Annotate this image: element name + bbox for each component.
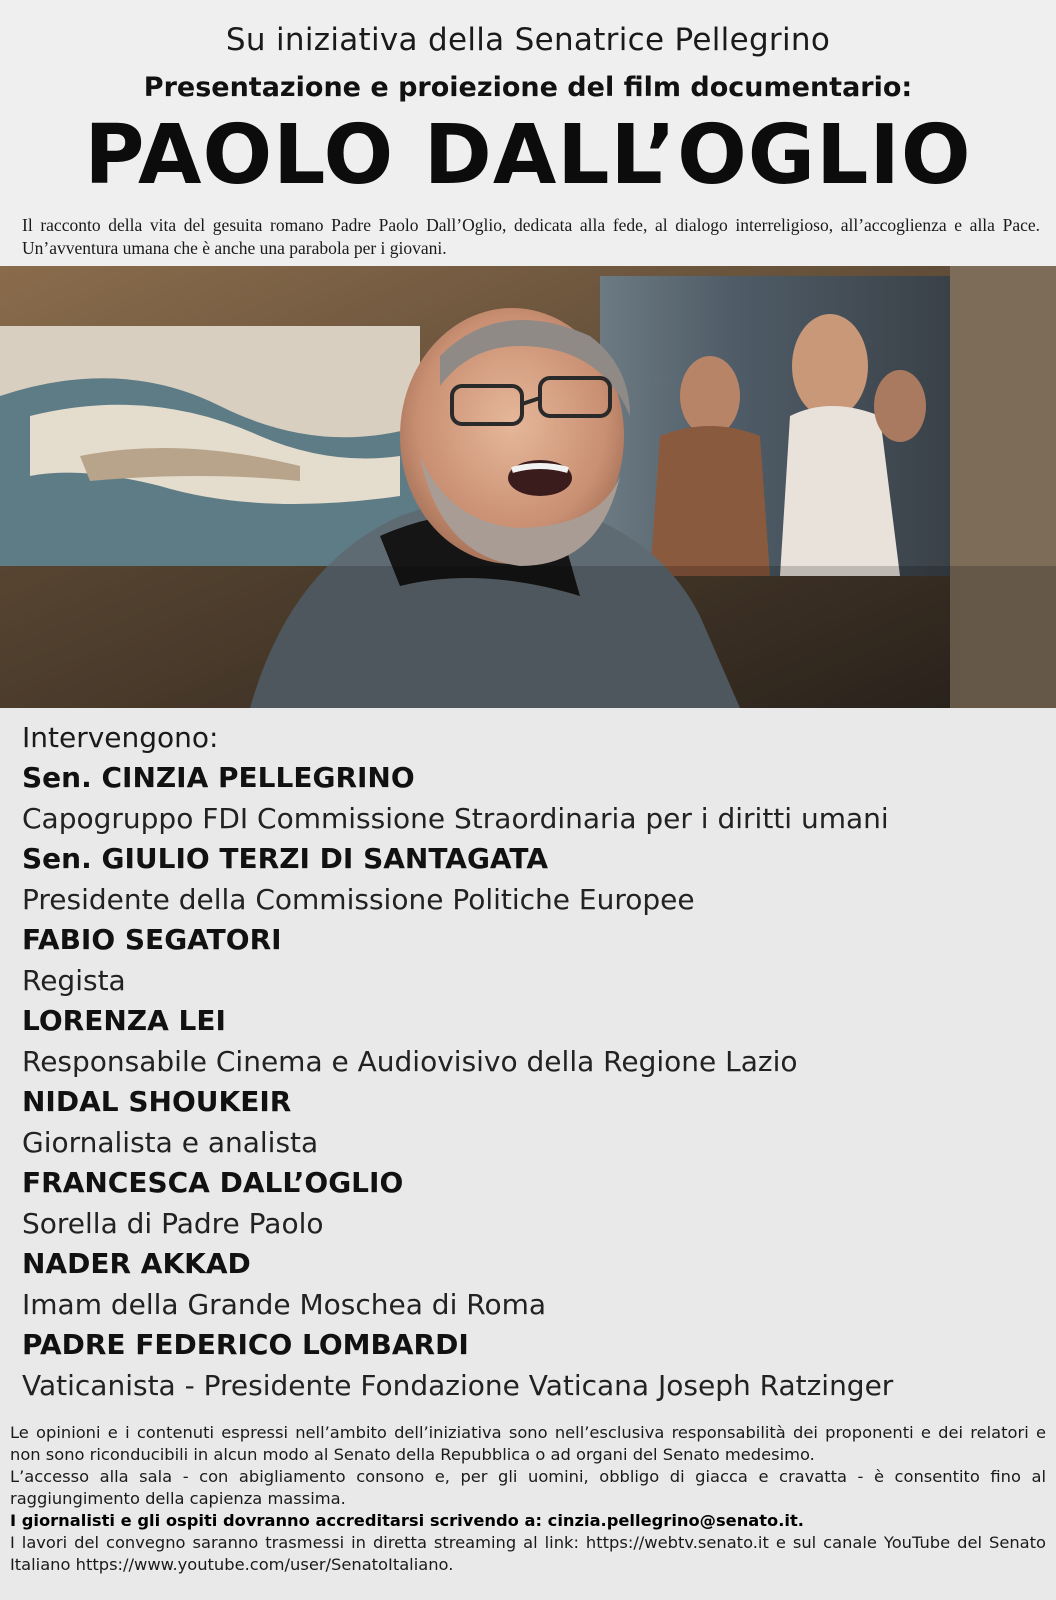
speaker-name: PADRE FEDERICO LOMBARDI: [22, 1328, 469, 1361]
speakers-heading: Intervengono:: [22, 721, 219, 754]
speaker-name: Sen. CINZIA PELLEGRINO: [22, 761, 415, 794]
speaker-name: LORENZA LEI: [22, 1004, 226, 1037]
portrait-illustration: [0, 266, 1056, 708]
speaker-name: NIDAL SHOUKEIR: [22, 1085, 292, 1118]
header-section: [0, 0, 1056, 266]
event-subtitle: Presentazione e proiezione del film documentario:: [143, 72, 913, 103]
speaker-role: Responsabile Cinema e Audiovisivo della Regione Lazio: [22, 1045, 798, 1078]
speaker-role: Giornalista e analista: [22, 1126, 319, 1159]
speaker-role: Vaticanista - Presidente Fondazione Vaticana Joseph Ratzinger: [22, 1369, 894, 1402]
speaker-role: Sorella di Padre Paolo: [22, 1207, 324, 1240]
speaker-role: Presidente della Commissione Politiche Europee: [22, 883, 695, 916]
access-text: L’accesso alla sala - con abigliamento consono e, per gli uomini, obbligo di giacca e cravatta - è consentito fino al raggiungimento della capienza massima.: [10, 1467, 1046, 1508]
speaker-name: Sen. GIULIO TERZI DI SANTAGATA: [22, 842, 549, 875]
speaker-role: Regista: [22, 964, 126, 997]
portrait-photo: [0, 266, 1056, 708]
speaker-name: FRANCESCA DALL’OGLIO: [22, 1166, 404, 1199]
film-description: Il racconto della vita del gesuita romano Padre Paolo Dall’Oglio, dedicata alla fede, al dialogo interreligioso, all’accoglienza e alla Pace. Un’avventura umana che è anche una parabola per i giovani.: [22, 215, 1040, 258]
speaker-role: Imam della Grande Moschea di Roma: [22, 1288, 547, 1321]
disclaimer-text: Le opinioni e i contenuti espressi nell’ambito dell’iniziativa sono nell’esclusiva responsabilità dei proponenti e dei relatori e non sono riconducibili in alcun modo al Senato della Repubblica o ad organi del Senato medesimo.: [10, 1423, 1046, 1464]
footer-notes: [10, 1422, 1046, 1576]
speaker-name: NADER AKKAD: [22, 1247, 251, 1280]
accreditation-text: I giornalisti e gli ospiti dovranno accreditarsi scrivendo a: cinzia.pellegrino@senato.it.: [10, 1511, 804, 1530]
speaker-name: FABIO SEGATORI: [22, 923, 282, 956]
speaker-role: Capogruppo FDI Commissione Straordinaria per i diritti umani: [22, 802, 889, 835]
streaming-text: I lavori del convegno saranno trasmessi in diretta streaming al link: https://webtv.senato.it e sul canale YouTube del Senato Italiano https://www.youtube.com/user/SenatoItaliano.: [10, 1533, 1046, 1574]
film-title: PAOLO DALL’OGLIO: [84, 108, 972, 203]
initiative-line: Su iniziativa della Senatrice Pellegrino: [225, 22, 831, 58]
speakers-list: [22, 718, 1042, 1406]
